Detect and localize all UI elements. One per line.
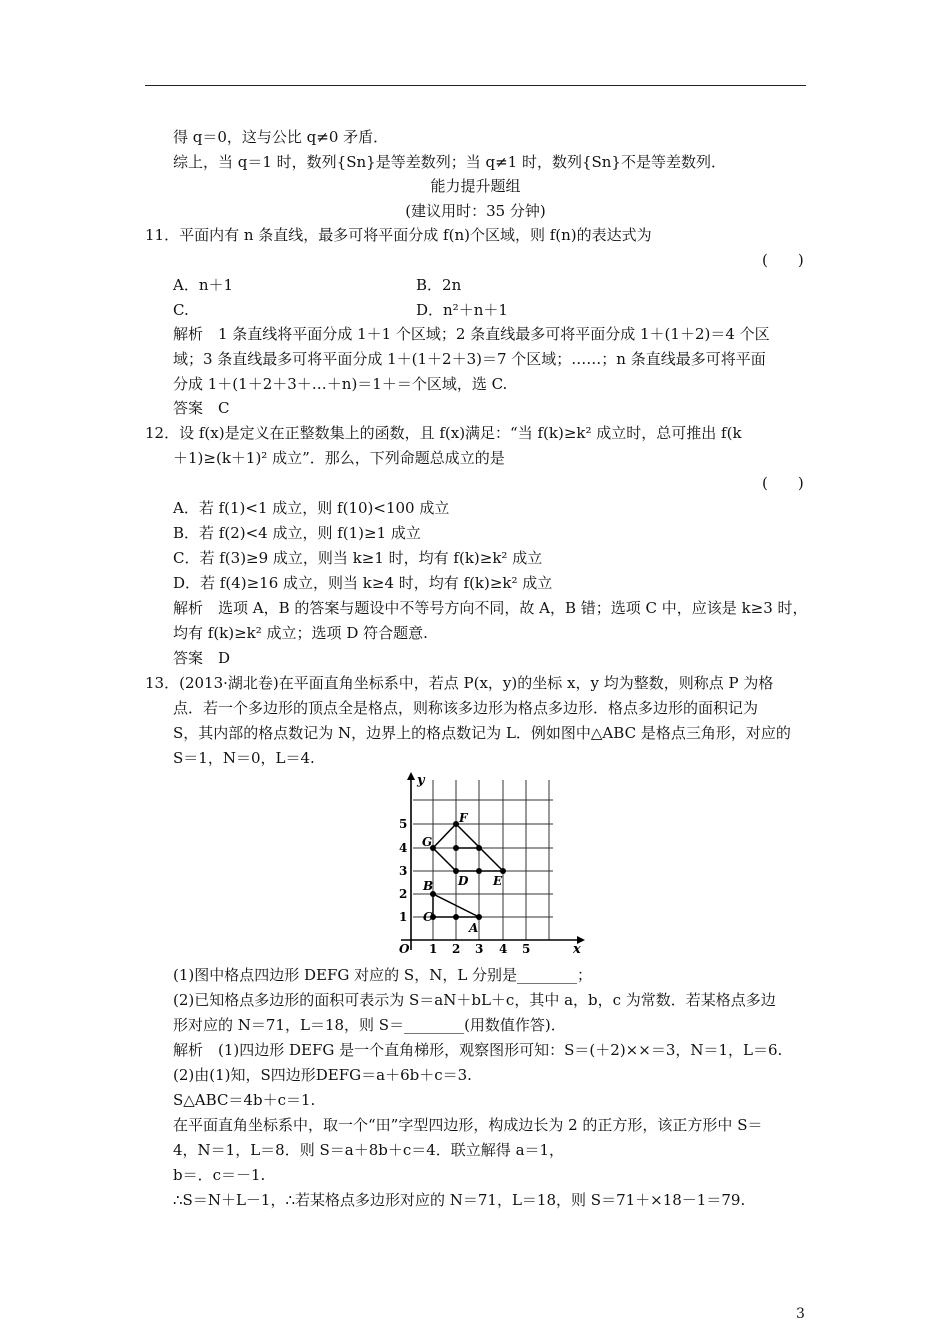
answer-blank: ( )	[762, 474, 804, 492]
analysis-line: S△ABC＝4b＋c＝1.	[173, 1091, 316, 1109]
text-line: 得 q＝0，这与公比 q≠0 矛盾．	[173, 128, 389, 146]
subquestion-2: (2)已知格点多边形的面积可表示为 S＝aN＋bL＋c，其中 a，b，c 为常数．若某格点多边	[173, 991, 776, 1009]
option-b: B．2n	[416, 276, 462, 294]
analysis-line: 均有 f(k)≥k² 成立；选项 D 符合题意.	[173, 624, 428, 642]
subquestion-2-cont: 形对应的 N＝71，L＝18，则 S＝________(用数值作答)．	[173, 1016, 566, 1034]
lattice-figure	[393, 772, 593, 957]
svg-text:1: 1	[429, 942, 438, 956]
option-d: D．若 f(4)≥16 成立，则当 k≥4 时，均有 f(k)≥k² 成立	[173, 574, 553, 592]
svg-text:C: C	[423, 910, 433, 924]
analysis-line: 解析 选项 A，B 的答案与题设中不等号方向不同，故 A，B 错；选项 C 中，应该是 k≥3 时，	[173, 599, 808, 617]
x-tick-labels	[429, 942, 530, 956]
answer-line: 答案 C	[173, 399, 230, 417]
question-13-cont: S，其内部的格点数记为 N，边界上的格点数记为 L．例如图中△ABC 是格点三角形，对应的	[173, 724, 791, 742]
option-c: C.	[173, 301, 189, 319]
answer-blank: ( )	[762, 251, 804, 269]
analysis-line: 域；3 条直线最多可将平面分成 1＋(1＋2＋3)＝7 个区域；……；n 条直线最多可将平面	[173, 350, 766, 368]
analysis-line: 解析 (1)四边形 DEFG 是一个直角梯形，观察图形可知：S＝(＋2)××＝3，N＝1，L＝6.	[173, 1041, 783, 1059]
question-11: 11．平面内有 n 条直线，最多可将平面分成 f(n)个区域，则 f(n)的表达式为	[145, 226, 652, 244]
y-axis-label: y	[417, 773, 425, 788]
analysis-line: (2)由(1)知，S四边形DEFG＝a＋6b＋c＝3.	[173, 1066, 472, 1084]
option-d: D．n²＋n＋1	[416, 301, 508, 319]
svg-text:D: D	[458, 874, 469, 888]
section-subheading: (建议用时：35 分钟)	[405, 202, 546, 220]
option-b: B．若 f(2)<4 成立，则 f(1)≥1 成立	[173, 524, 421, 542]
analysis-line: 解析 1 条直线将平面分成 1＋1 个区域；2 条直线最多可将平面分成 1＋(1＋2)＝4 个区	[173, 325, 770, 343]
svg-text:3: 3	[399, 864, 408, 878]
origin-label: O	[399, 942, 410, 956]
question-13-cont: S＝1，N＝0，L＝4.	[173, 749, 315, 767]
subquestion-1: (1)图中格点四边形 DEFG 对应的 S，N，L 分别是________；	[173, 966, 593, 984]
svg-text:4: 4	[499, 942, 508, 956]
question-13: 13．(2013·湖北卷)在平面直角坐标系中，若点 P(x，y)的坐标 x，y 均为整数，则称点 P 为格	[145, 674, 774, 692]
svg-text:3: 3	[475, 942, 484, 956]
y-axis-arrow	[407, 772, 415, 780]
analysis-line: 分成 1＋(1＋2＋3＋…＋n)＝1＋＝个区域，选 C.	[173, 375, 508, 393]
svg-text:E: E	[493, 874, 503, 888]
svg-text:1: 1	[399, 910, 408, 924]
x-axis-label: x	[573, 942, 581, 957]
analysis-line: 4，N＝1，L＝8．则 S＝a＋8b＋c＝4．联立解得 a＝1，	[173, 1141, 565, 1159]
svg-text:2: 2	[452, 942, 461, 956]
option-a: A．n＋1	[173, 276, 234, 294]
answer-line: 答案 D	[173, 649, 231, 667]
question-13-cont: 点．若一个多边形的顶点全是格点，则称该多边形为格点多边形．格点多边形的面积记为	[173, 699, 759, 717]
option-a: A．若 f(1)<1 成立，则 f(10)<100 成立	[173, 499, 450, 517]
y-tick-labels	[399, 817, 407, 924]
analysis-line: ∴S＝N＋L－1，∴若某格点多边形对应的 N＝71，L＝18，则 S＝71＋×18－1＝79.	[173, 1191, 746, 1209]
header-rule	[145, 85, 806, 86]
analysis-line: b＝．c＝－1.	[173, 1166, 266, 1184]
svg-text:2: 2	[399, 887, 408, 901]
svg-text:5: 5	[399, 817, 408, 831]
svg-text:F: F	[459, 811, 468, 825]
option-c: C．若 f(3)≥9 成立，则当 k≥1 时，均有 f(k)≥k² 成立	[173, 549, 543, 567]
svg-text:5: 5	[522, 942, 531, 956]
svg-text:G: G	[422, 835, 433, 849]
section-heading: 能力提升题组	[430, 177, 521, 195]
page-number: 3	[796, 1306, 805, 1322]
question-12: 12．设 f(x)是定义在正整数集上的函数，且 f(x)满足：“当 f(k)≥k² 成立时，总可推出 f(k	[145, 424, 742, 442]
analysis-line: 在平面直角坐标系中，取一个“田”字型四边形，构成边长为 2 的正方形，该正方形中 S＝	[173, 1116, 763, 1134]
question-12-cont: ＋1)≥(k＋1)² 成立”．那么，下列命题总成立的是	[173, 449, 505, 467]
svg-text:A: A	[469, 921, 479, 935]
svg-text:4: 4	[399, 841, 408, 855]
text-line: 综上，当 q＝1 时，数列{Sn}是等差数列；当 q≠1 时，数列{Sn}不是等差数列．	[173, 153, 726, 171]
svg-text:B: B	[423, 879, 434, 893]
